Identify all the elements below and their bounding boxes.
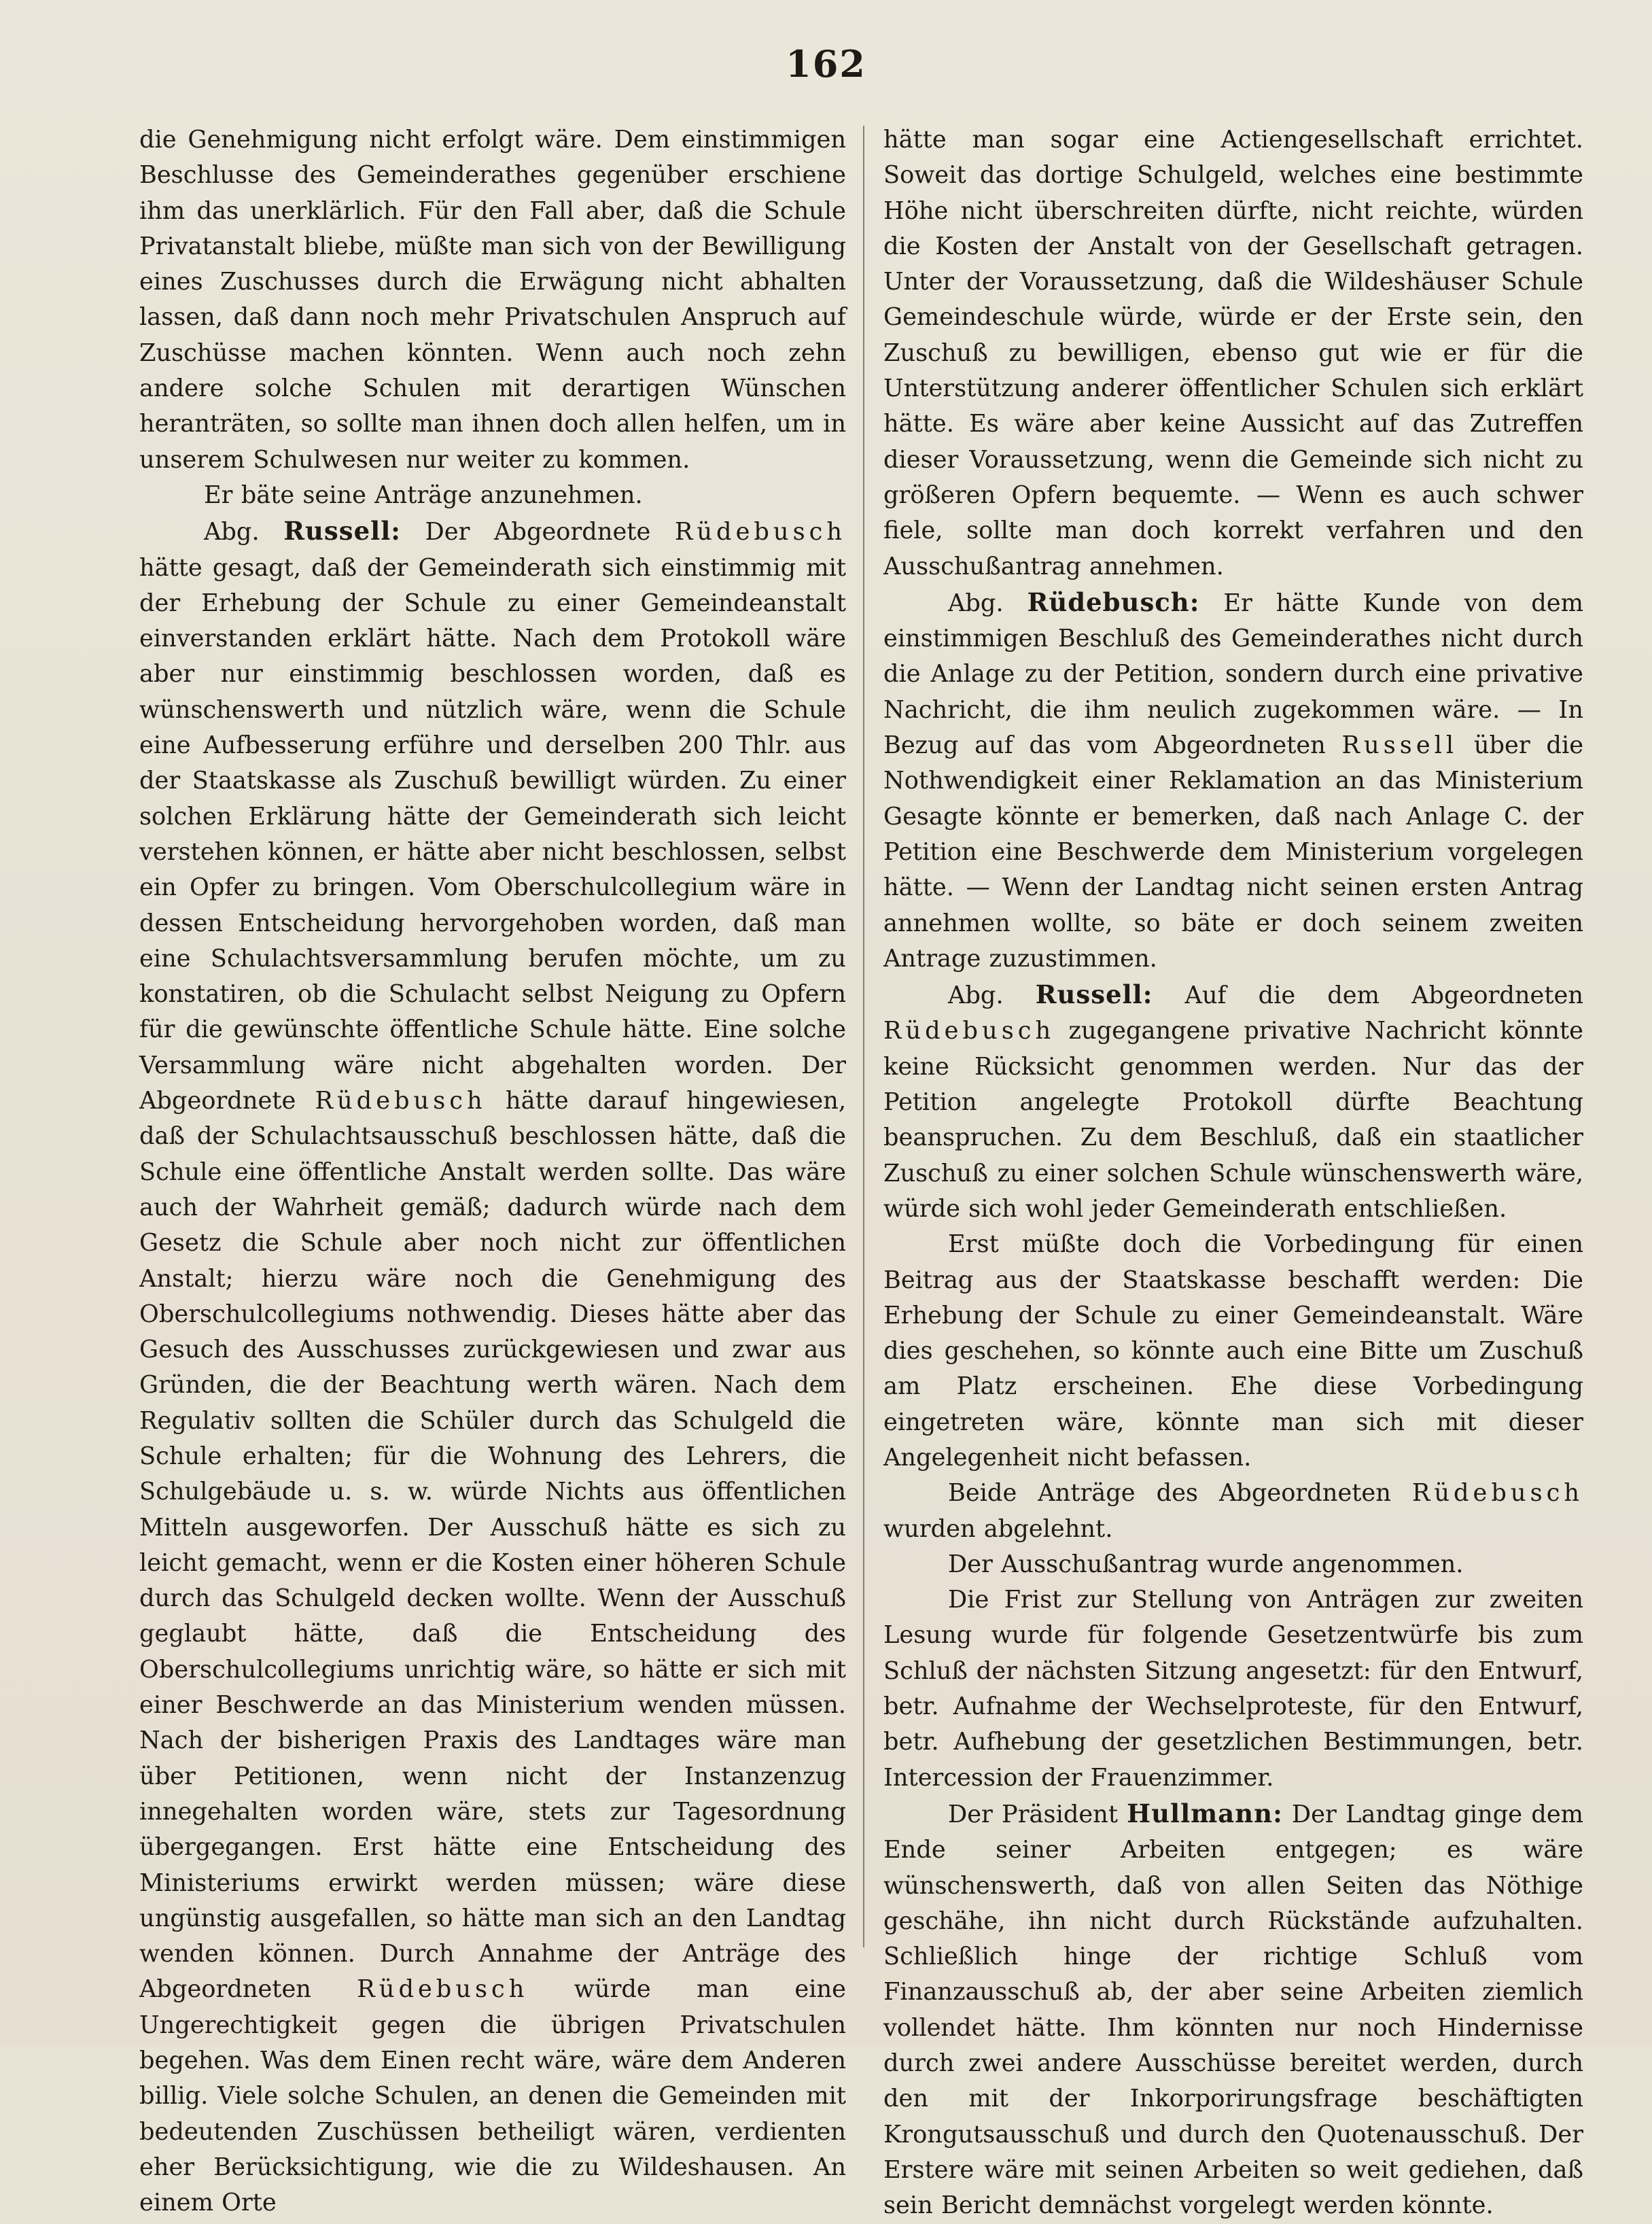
person-name: Rüdebusch [883, 1017, 1055, 1045]
person-name: Rüdebusch [1411, 1479, 1583, 1508]
speaker-prefix: Der Präsident [948, 1800, 1118, 1828]
speech-paragraph [139, 513, 846, 2221]
speaker-name: Russell: [283, 516, 401, 546]
speaker-name: Russell: [1035, 979, 1153, 1010]
page-number: 162 [786, 42, 866, 86]
paragraph: Der Ausschußantrag wurde angenommen. [948, 1550, 1464, 1578]
speaker-prefix: Abg. [204, 518, 260, 546]
person-name: Rüdebusch [357, 1975, 529, 2004]
speaker-name: Rüdebusch: [1027, 587, 1200, 617]
speech-paragraph [883, 585, 1583, 977]
person-name: Rüdebusch [315, 1087, 487, 1115]
text-run: Der Landtag ginge dem Ende seiner Arbeiten entgegen; es wäre wünschenswerth, daß von allen Seiten das Nöthige geschähe, ihn nicht durch Rückstände aufzuhalten. Schließlich hinge der richtige Schluß vom Finanzausschuß ab, der aber seine Arbeiten ziemlich vollendet hätte. Ihm könnten nur noch Hindernisse durch zwei andere Ausschüsse bereitet werden, durch den mit der Inkorporirungsfrage beschäftigten Krongutsausschuß und durch den Quotenausschuß. Der Erstere wäre mit seinen Arbeiten so weit gediehen, daß sein Bericht demnächst vorgelegt werden könnte. [883, 1800, 1584, 2220]
paragraph: hätte man sogar eine Actiengesellschaft errichtet. Soweit das dortige Schulgeld, welches eine bestimmte Höhe nicht überschreiten dürfte, nicht reichte, würden die Kosten der Anstalt von der Gesellschaft getragen. Unter der Voraussetzung, daß die Wildeshäuser Schule Gemeindeschule würde, würde er der Erste sein, den Zuschuß zu bewilligen, ebenso gut wie er für die Unterstützung anderer öffentlicher Schulen sich erklärt hätte. Es wäre aber keine Aussicht auf das Zutreffen dieser Voraussetzung, wenn die Gemeinde sich nicht zu größeren Opfern bequemte. — Wenn es auch schwer fiele, sollte man doch korrekt verfahren und den Ausschußantrag annehmen. [883, 126, 1583, 580]
text-run: würde man eine Ungerechtigkeit gegen die übrigen Privatschulen begehen. Was dem Einen recht wäre, wäre dem Anderen billig. Viele solche Schulen, an denen die Gemeinden mit bedeutenden Zuschüssen betheiligt wären, verdienten eher Berücksichtigung, wie die zu Wildeshausen. An einem Orte [139, 1975, 847, 2217]
text-run: über die Nothwendigkeit einer Reklamation an das Ministerium Gesagte könnte er bemerken, daß nach Anlage C. der Petition eine Beschwerde dem Ministerium vorgelegen hätte. — Wenn der Landtag nicht seinen ersten Antrag annehmen wollte, so bäte er doch seinem zweiten Antrage zuzustimmen. [883, 731, 1584, 973]
text-run: Der Abgeordnete [425, 518, 651, 546]
text-run: hätte gesagt, daß der Gemeinderath sich einstimmig mit der Erhebung der Schule zu einer Gemeindeanstalt einverstanden erklärt hätte. Nach dem Protokoll wäre aber nur einstimmig beschlossen worden, daß es wünschenswerth und nützlich wäre, wenn die Schule eine Aufbesserung erführe und derselben 200 Thlr. aus der Staatskasse als Zuschuß bewilligt würden. Zu einer solchen Erklärung hätte der Gemeinderath sich leicht verstehen können, er hätte aber nicht beschlossen, selbst ein Opfer zu bringen. Vom Oberschulcollegium wäre in dessen Entscheidung hervorgehoben worden, daß man eine Schulachtsversammlung berufen möchte, um zu konstatiren, ob die Schulacht selbst Neigung zu Opfern für die gewünschte öffentliche Schule hätte. Eine solche Versammlung wäre nicht abgehalten worden. Der Abgeordnete [139, 553, 846, 1115]
speaker-name: Hullmann: [1127, 1798, 1283, 1828]
person-name: Russell [1341, 731, 1458, 760]
text-run: zugegangene privative Nachricht könnte keine Rücksicht genommen werden. Nur das der Petition angelegte Protokoll dürfte Beachtung beanspruchen. Zu dem Beschluß, daß ein staatlicher Zuschuß zu einer solchen Schule wünschenswerth wäre, würde sich wohl jeder Gemeinderath entschließen. [883, 1017, 1583, 1223]
text-run: wurden abgelehnt. [883, 1514, 1113, 1543]
speaker-prefix: Abg. [948, 589, 1004, 617]
speaker-prefix: Abg. [948, 981, 1004, 1010]
speech-paragraph [883, 1796, 1583, 2224]
paragraph: Erst müßte doch die Vorbedingung für einen Beitrag aus der Staatskasse beschafft werden: Die Erhebung der Schule zu einer Gemeindeanstalt. Wäre dies geschehen, so könnte auch eine Bitte um Zuschuß am Platz erscheinen. Ehe diese Vorbedingung eingetreten wäre, könnte man sich mit dieser Angelegenheit nicht befassen. [883, 1230, 1583, 1472]
left-column [139, 122, 846, 2221]
text-run: Beide Anträge des Abgeordneten [948, 1479, 1391, 1508]
text-run: hätte darauf hingewiesen, daß der Schulachtsausschuß beschlossen hätte, daß die Schule eine öffentliche Anstalt werden sollte. Das wäre auch der Wahrheit gemäß; dadurch würde nach dem Gesetz die Schule aber noch nicht zur öffentlichen Anstalt; hierzu wäre noch die Genehmigung des Oberschulcollegiums nothwendig. Dieses hätte aber das Gesuch des Ausschusses zurückgewiesen und zwar aus Gründen, die der Beachtung werth wären. Nach dem Regulativ sollten die Schüler durch das Schulgeld die Schule erhalten; für die Wohnung des Lehrers, die Schulgebäude u. s. w. würde Nichts aus öffentlichen Mitteln ausgeworfen. Der Ausschuß hätte es sich zu leicht gemacht, wenn er die Kosten einer höheren Schule durch das Schulgeld decken wollte. Wenn der Ausschuß geglaubt hätte, daß die Entscheidung des Oberschulcollegiums unrichtig wäre, so hätte er sich mit einer Beschwerde an das Ministerium wenden müssen. Nach der bisherigen Praxis des Landtages wäre man über Petitionen, wenn nicht der Instanzenzug innegehalten worden wäre, stets zur Tagesordnung übergegangen. Erst hätte eine Entscheidung des Ministeriums erwirkt werden müssen; wäre diese ungünstig ausgefallen, so hätte man sich an den Landtag wenden können. Durch Annahme der Anträge des Abgeordneten [139, 1087, 847, 2004]
paragraph [883, 1476, 1583, 1547]
paragraph: die Genehmigung nicht erfolgt wäre. Dem einstimmigen Beschlusse des Gemeinderathes gegenüber erschiene ihm das unerklärlich. Für den Fall aber, daß die Schule Privatanstalt bliebe, müßte man sich von der Bewilligung eines Zuschusses durch die Erwägung nicht abhalten lassen, daß dann noch mehr Privatschulen Anspruch auf Zuschüsse machen könnten. Wenn auch noch zehn andere solche Schulen mit derartigen Wünschen heranträten, so sollte man ihnen doch allen helfen, um in unserem Schulwesen nur weiter zu kommen. [139, 126, 846, 474]
text-run: Auf die dem Abgeordneten [1184, 981, 1583, 1010]
speech-paragraph [883, 977, 1583, 1227]
paragraph: Er bäte seine Anträge anzunehmen. [204, 481, 643, 509]
text-run: Er hätte Kunde von dem einstimmigen Beschluß des Gemeinderathes nicht durch die Anlage zu der Petition, sondern durch eine privative Nachricht, die ihm neulich zugekommen wäre. — In Bezug auf das vom Abgeordneten [883, 589, 1584, 760]
column-divider [863, 126, 864, 1947]
paragraph: Die Frist zur Stellung von Anträgen zur zweiten Lesung wurde für folgende Gesetzentwürfe bis zum Schluß der nächsten Sitzung angesetzt: für den Entwurf, betr. Aufnahme der Wechselproteste, für den Entwurf, betr. Aufhebung der gesetzlichen Bestimmungen, betr. Intercession der Frauenzimmer. [883, 1586, 1583, 1792]
person-name: Rüdebusch [674, 518, 847, 546]
right-column [883, 122, 1583, 2224]
